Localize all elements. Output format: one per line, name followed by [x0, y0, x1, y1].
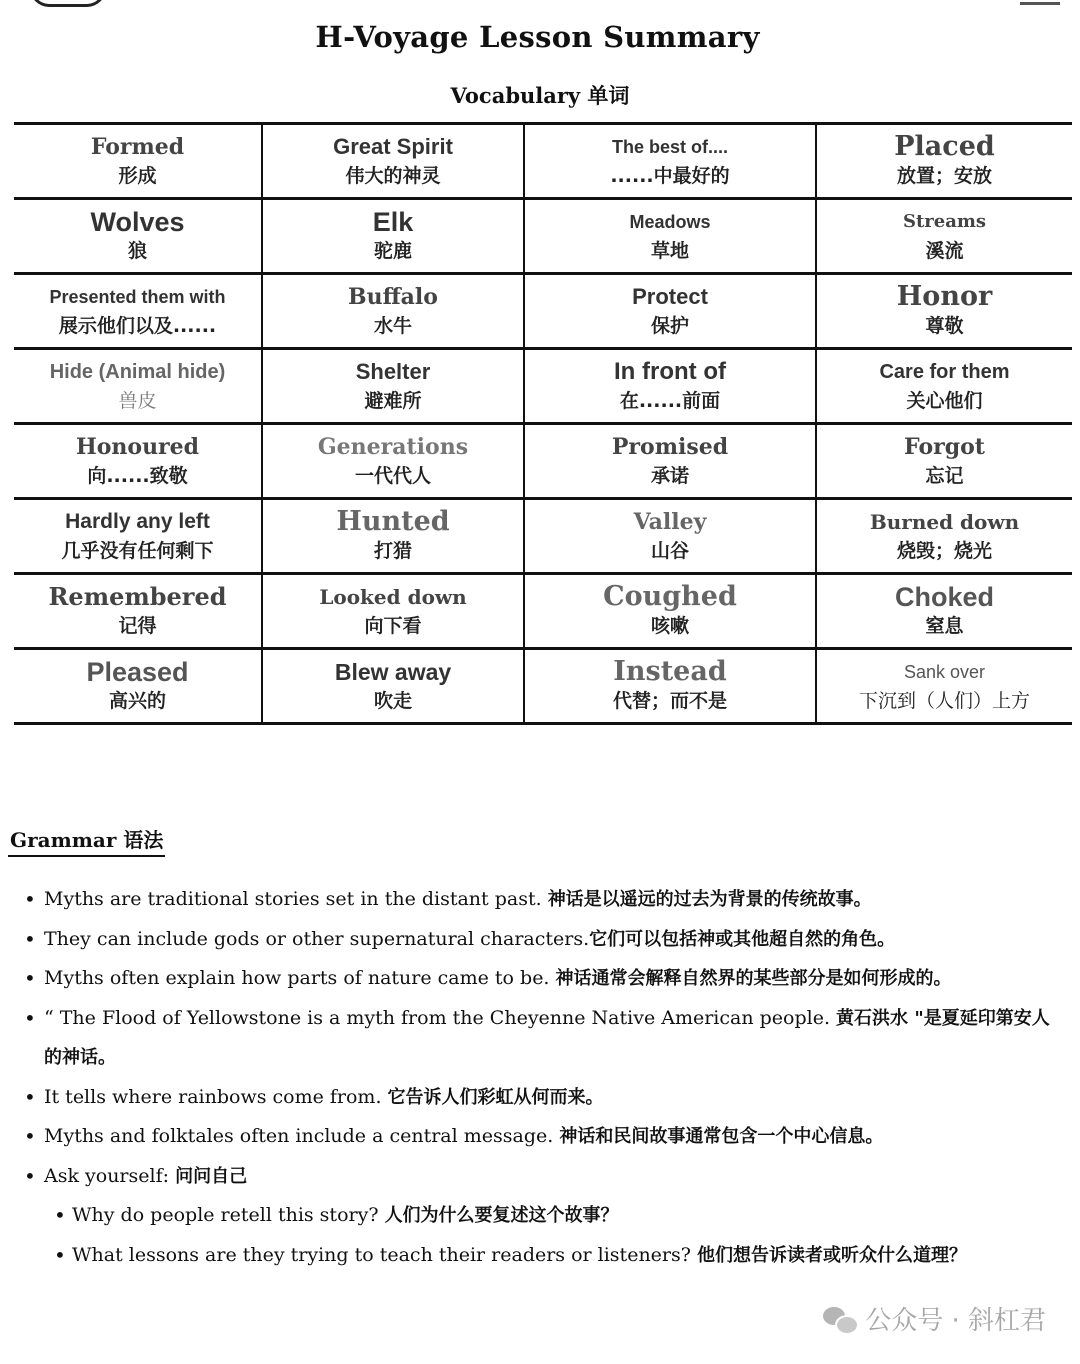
vocabulary-heading: Vocabulary 单词	[450, 83, 630, 108]
vocab-row	[14, 124, 1072, 199]
vocab-english: Instead	[613, 656, 727, 687]
vocab-chinese: 草地	[650, 240, 689, 262]
vocab-cell	[816, 424, 1072, 499]
vocab-cell	[524, 124, 816, 199]
vocab-english: Protect	[632, 284, 708, 309]
grammar-item	[22, 880, 1067, 920]
vocab-chinese: 吹走	[373, 690, 412, 712]
grammar-subitem	[22, 1236, 1067, 1276]
vocab-chinese: 窒息	[925, 615, 964, 637]
vocab-chinese: 展示他们以及......	[58, 315, 217, 337]
watermark-text: 公众号 · 斜杠君	[865, 1306, 1046, 1336]
vocab-cell	[262, 649, 524, 724]
vocab-cell	[816, 649, 1072, 724]
vocab-chinese: 向......致敬	[87, 465, 188, 487]
vocab-english: Placed	[894, 131, 995, 162]
vocab-english: Pleased	[86, 657, 189, 687]
grammar-chinese: 神话通常会解释自然界的某些部分是如何形成的。	[555, 968, 952, 989]
vocab-cell	[524, 574, 816, 649]
vocab-chinese: 向下看	[364, 615, 422, 637]
vocab-english: Buffalo	[348, 284, 438, 310]
vocab-cell	[524, 424, 816, 499]
grammar-item	[22, 1117, 1067, 1157]
vocab-english: Elk	[372, 207, 414, 237]
grammar-english: Myths often explain how parts of nature came to be.	[44, 967, 550, 989]
vocab-chinese: 尊敬	[925, 315, 964, 337]
vocab-chinese: 狼	[127, 240, 147, 262]
vocab-cell	[816, 349, 1072, 424]
vocab-english: In front of	[614, 358, 726, 385]
vocab-cell	[14, 574, 262, 649]
grammar-english: Myths are traditional stories set in the distant past.	[44, 888, 542, 910]
vocab-cell	[524, 199, 816, 274]
vocab-cell	[816, 199, 1072, 274]
grammar-english: What lessons are they trying to teach their readers or listeners?	[72, 1243, 691, 1266]
vocab-english: Generations	[317, 434, 469, 460]
vocab-cell	[816, 124, 1072, 199]
vocab-english: Valley	[633, 509, 707, 535]
vocab-english: Care for them	[879, 361, 1010, 383]
vocab-cell	[262, 499, 524, 574]
vocab-cell	[524, 499, 816, 574]
corner-decoration	[30, 0, 106, 7]
grammar-english: Myths and folktales often include a central message.	[44, 1125, 554, 1147]
grammar-heading: Grammar 语法	[8, 824, 165, 857]
vocab-english: Forgot	[904, 434, 985, 460]
vocab-english: Looked down	[319, 585, 467, 609]
vocab-chinese: 烧毁；烧光	[896, 540, 992, 562]
vocab-cell	[524, 349, 816, 424]
vocab-chinese: 几乎没有任何剩下	[61, 540, 214, 562]
grammar-item	[22, 920, 1067, 960]
vocab-cell	[14, 124, 262, 199]
grammar-chinese: 神话是以遥远的过去为背景的传统故事。	[547, 889, 872, 910]
vocab-cell	[14, 499, 262, 574]
grammar-english: Ask yourself:	[44, 1164, 170, 1187]
vocab-english: Sank over	[903, 662, 986, 682]
vocab-english: Remembered	[48, 582, 227, 611]
vocab-cell	[14, 424, 262, 499]
vocab-cell	[262, 574, 524, 649]
vocab-cell	[524, 649, 816, 724]
vocab-cell	[816, 574, 1072, 649]
vocab-cell	[524, 274, 816, 349]
vocab-cell	[262, 274, 524, 349]
vocab-row	[14, 649, 1072, 724]
vocab-chinese: 兽皮	[118, 390, 157, 412]
vocab-chinese: 高兴的	[108, 690, 166, 712]
watermark	[823, 1300, 1046, 1337]
grammar-item	[22, 1157, 1067, 1197]
vocab-chinese: 水牛	[373, 315, 412, 337]
vocab-english: Blew away	[334, 659, 452, 685]
grammar-english: “ The Flood of Yellowstone is a myth from the Cheyenne Native American people.	[44, 1006, 830, 1029]
vocab-cell	[14, 274, 262, 349]
vocab-english: Promised	[611, 434, 729, 460]
vocab-english: Formed	[90, 134, 185, 160]
grammar-chinese: 它们可以包括神或其他超自然的角色。	[589, 928, 896, 950]
vocab-english: Coughed	[603, 581, 737, 612]
vocab-chinese: 山谷	[650, 540, 689, 562]
grammar-chinese: 人们为什么要复述这个故事？	[384, 1205, 619, 1226]
vocab-english: Streams	[902, 211, 987, 232]
vocab-english: Meadows	[629, 212, 711, 232]
vocab-english: The best of....	[611, 137, 728, 157]
vocab-cell	[816, 274, 1072, 349]
vocab-english: Burned down	[869, 510, 1020, 534]
grammar-item	[22, 999, 1067, 1078]
vocab-chinese: 避难所	[364, 390, 422, 412]
vocab-chinese: ......中最好的	[610, 165, 730, 187]
vocab-chinese: 一代代人	[354, 465, 431, 487]
vocab-cell	[14, 349, 262, 424]
grammar-chinese: 神话和民间故事通常包含一个中心信息。	[559, 1126, 884, 1147]
vocab-chinese: 伟大的神灵	[345, 165, 441, 187]
vocab-chinese: 形成	[118, 165, 157, 187]
grammar-english: Why do people retell this story?	[72, 1204, 379, 1226]
grammar-english: It tells where rainbows come from.	[44, 1085, 382, 1108]
vocab-cell	[262, 199, 524, 274]
vocab-chinese: 溪流	[925, 240, 964, 262]
grammar-chinese: 它告诉人们彩虹从何而来。	[387, 1086, 604, 1108]
vocab-row	[14, 199, 1072, 274]
vocab-english: Honoured	[75, 434, 200, 460]
vocab-english: Choked	[894, 582, 994, 612]
vocab-chinese: 驼鹿	[373, 240, 412, 262]
vocab-chinese: 关心他们	[906, 390, 983, 412]
grammar-subitem	[22, 1196, 1067, 1236]
vocab-cell	[262, 124, 524, 199]
grammar-english: They can include gods or other supernatural characters.	[44, 927, 590, 950]
grammar-chinese: 他们想告诉读者或听众什么道理？	[697, 1244, 967, 1266]
vocab-cell	[262, 424, 524, 499]
vocab-row	[14, 499, 1072, 574]
vocab-row	[14, 574, 1072, 649]
vocab-english: Wolves	[90, 207, 185, 237]
vocab-chinese: 保护	[650, 315, 689, 337]
vocab-english: Hide (Animal hide)	[49, 361, 226, 383]
vocab-english: Presented them with	[49, 287, 226, 307]
vocab-chinese: 放置；安放	[896, 165, 992, 187]
vocab-row	[14, 274, 1072, 349]
wechat-icon	[823, 1305, 857, 1333]
vocab-english: Shelter	[355, 359, 431, 384]
vocab-row	[14, 349, 1072, 424]
grammar-item	[22, 959, 1067, 999]
vocab-cell	[816, 499, 1072, 574]
vocab-english: Hardly any left	[65, 510, 210, 533]
vocab-chinese: 下沉到（人们）上方	[858, 690, 1030, 712]
vocab-chinese: 忘记	[925, 465, 964, 487]
vocab-chinese: 咳嗽	[650, 615, 689, 637]
corner-dash	[1020, 2, 1060, 5]
grammar-chinese: 问问自己	[175, 1165, 248, 1187]
vocab-english: Hunted	[336, 506, 450, 537]
vocab-chinese: 在......前面	[619, 390, 721, 412]
vocab-cell	[14, 199, 262, 274]
vocab-cell	[262, 349, 524, 424]
vocab-chinese: 代替；而不是	[612, 690, 727, 712]
vocab-english: Great Spirit	[333, 134, 453, 159]
page-title: H-Voyage Lesson Summary	[315, 20, 760, 54]
grammar-chinese: 黄石洪水 "是夏延印第安人的神话。	[44, 1007, 1050, 1068]
vocabulary-table	[14, 122, 1072, 725]
vocab-chinese: 打猎	[373, 540, 412, 562]
vocab-chinese: 承诺	[650, 465, 689, 487]
grammar-item	[22, 1078, 1067, 1118]
grammar-list	[22, 880, 1067, 1275]
vocab-cell	[14, 649, 262, 724]
vocab-chinese: 记得	[118, 615, 157, 637]
vocab-row	[14, 424, 1072, 499]
vocab-english: Honor	[896, 281, 993, 312]
